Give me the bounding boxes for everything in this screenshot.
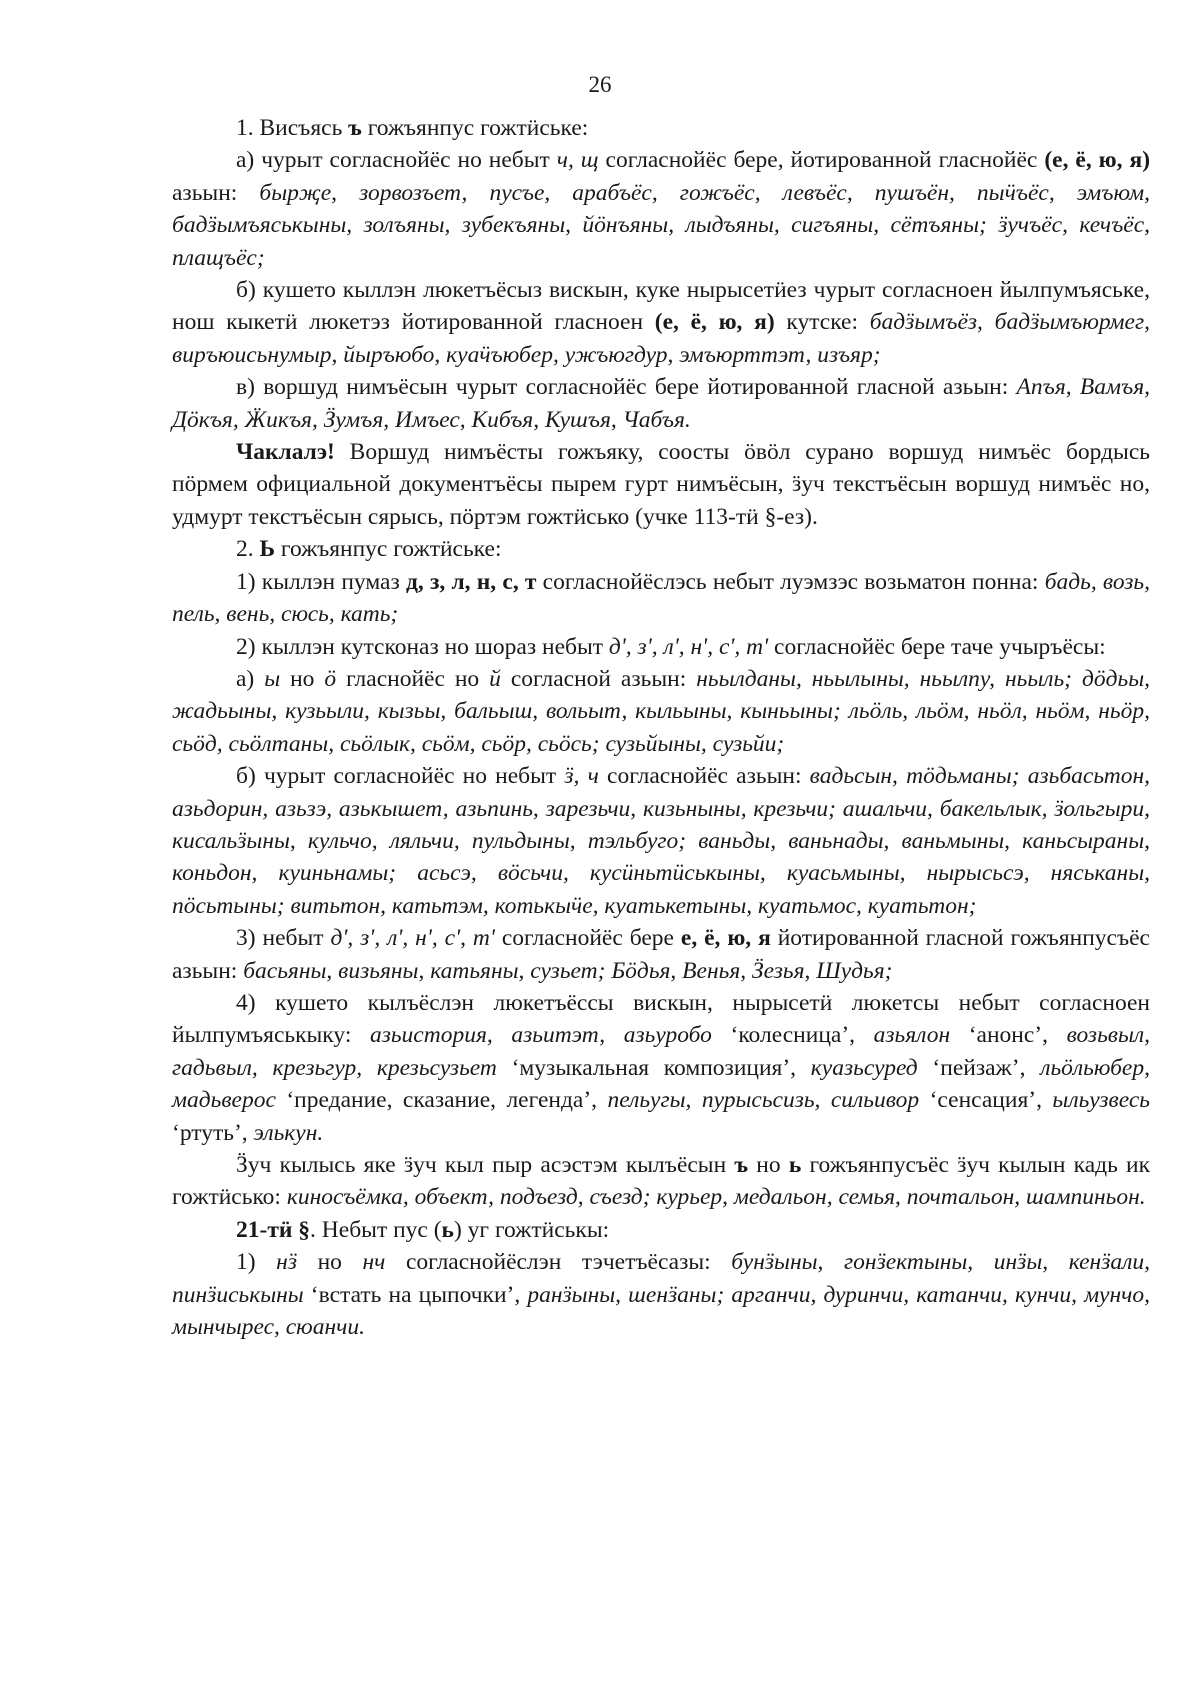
text-run: согласнойёс бере, йотированной гласнойёс <box>598 147 1045 174</box>
bold-text: (е, ё, ю, я) <box>1044 147 1151 174</box>
italic-text: вадьсын, тӧдьманы; азьбасьтон, азьдорин, азьзэ, азькышет, азьпинь, зарезьчи, кизьныны, крезьчи; ашальчи, бакельлык, ӟольгыри, кисальӟыны, кульчо, ляльчи, пульдыны, тэльбуго; ваньды, ваньнады, ваньмыны, каньсыраны, коньдон, куиньнамы; асьсэ, вӧсьчи, кусӥньтӥськыны, куасьмыны, нырысьсэ, няськаны, пӧсьтыны; витьтон, катьтэм, котькыӵе, куатькетыны, куатьмос, куатьтон; <box>172 763 1150 919</box>
italic-text: куазьсуред <box>810 1054 918 1081</box>
paragraph <box>172 922 1150 987</box>
text-run: азьын: <box>172 179 260 206</box>
italic-text: азьистория, азьитэт, азьуробо <box>369 1022 712 1049</box>
text-run: кутске: <box>774 309 870 336</box>
text-run: ‘пейзаж’, <box>917 1054 1041 1081</box>
bold-text: Ь <box>259 536 276 563</box>
text-run: согласнойёс бере <box>494 925 681 952</box>
text-run: но <box>280 665 325 692</box>
text-run: гожъянпусъёс ӟуч кылын кадь ик гожтӥсько: <box>172 1152 1151 1211</box>
document-body <box>172 112 1150 1343</box>
text-run: ‘встать на цыпочки’, <box>303 1281 528 1308</box>
paragraph <box>172 1149 1150 1214</box>
text-run: гожъянпус гожтӥське: <box>361 115 589 141</box>
paragraph <box>172 371 1150 436</box>
italic-text: д', з', л', н', с', т' <box>330 925 495 952</box>
text-run: б) кушето кыллэн люкетъёсыз вискын, куке нырысетӥез чурыт согласноен йылпумъяське, нош кыкетӥ люкетэз йотированной гласноен <box>172 277 1150 336</box>
text-run: ) уг гожтӥськы: <box>453 1216 610 1243</box>
text-run: б) чурыт согласнойёс но небыт <box>236 763 565 790</box>
text-run: 3) небыт <box>236 925 331 952</box>
bold-text: ь <box>788 1152 802 1178</box>
text-run: но <box>748 1152 789 1178</box>
italic-text: ыльузвесь <box>1052 1087 1150 1114</box>
italic-text: киносъёмка, объект, подъезд, съезд; курьер, медальон, семья, почтальон, шампиньон. <box>286 1184 1146 1211</box>
italic-text: бадь, возь, пель, вень, сюсь, кать; <box>172 568 1150 628</box>
italic-text: ранӟыны, шенӟаны; арганчи, дуринчи, катанчи, кунчи, мунчо, мынчырес, сюанчи. <box>172 1281 1150 1341</box>
page-number: 26 <box>588 72 612 97</box>
text-run: 4) кушето кылъёслэн люкетъёссы вискын, нырысетӥ люкетсы небыт согласноен йылпумъяськыку: <box>172 989 1150 1049</box>
italic-text: й <box>489 665 501 692</box>
paragraph <box>172 631 1150 663</box>
text-run: Ӟуч кылысь яке ӟуч кыл пыр асэстэм кылъёсын <box>236 1152 735 1178</box>
italic-text: льӧльюбер, мадьверос <box>172 1054 1150 1114</box>
paragraph <box>172 112 1150 144</box>
bold-text: ъ <box>734 1152 749 1178</box>
text-run: согласнойёс азьын: <box>598 763 810 790</box>
text-run: согласнойёслэн тэчетъёсазы: <box>385 1249 732 1276</box>
text-run: 2. <box>236 536 260 563</box>
italic-text: нч <box>362 1249 386 1276</box>
italic-text: азьялон <box>873 1022 951 1049</box>
text-run: йотированной гласной гожъянпусъёс азьын: <box>172 925 1150 984</box>
text-run: ‘сенсация’, <box>919 1087 1053 1114</box>
italic-text: ӧ <box>324 665 337 692</box>
text-run: ‘колесница’, <box>711 1022 874 1049</box>
text-run: 1. Висъясь <box>236 115 349 141</box>
text-run: . Небыт пус ( <box>310 1216 442 1243</box>
bold-text: е, ё, ю, я <box>680 925 771 952</box>
bold-text: Чаклалэ! <box>236 439 335 466</box>
text-run: ‘предание, сказание, легенда’, <box>275 1087 608 1114</box>
paragraph <box>172 533 1150 565</box>
paragraph <box>172 144 1150 274</box>
italic-text: ӟ, ч <box>564 763 599 790</box>
italic-text: басьяны, визьяны, катьяны, сузьет; Бӧдья, Венья, Ӟезья, Шудья; <box>243 957 893 984</box>
text-run: но <box>297 1249 363 1276</box>
italic-text: бунӟыны, гонӟектыны, инӟы, кенӟали, пинӟиськыны <box>172 1249 1151 1308</box>
text-run: 1) <box>236 1249 277 1276</box>
text-run: 1) кыллэн пумаз <box>236 568 406 595</box>
bold-text: ь <box>441 1216 454 1243</box>
bold-text: д, з, л, н, с, т <box>405 568 537 595</box>
paragraph <box>172 1214 1150 1246</box>
text-run: ‘ртуть’, <box>172 1119 254 1146</box>
italic-text: элькун. <box>253 1119 324 1146</box>
text-run: согласнойёс бере таче учыръёсы: <box>768 633 1106 660</box>
italic-text: пельугы, пурысьсизь, сильивор <box>607 1087 920 1114</box>
paragraph <box>172 274 1150 371</box>
bold-text: (е, ё, ю, я) <box>654 309 775 336</box>
paragraph <box>172 1246 1150 1343</box>
italic-text: возьвыл, гадьвыл, крезьгур, крезьсузьет <box>172 1022 1151 1081</box>
text-run: Воршуд нимъёсты гожъяку, соосты ӧвӧл сурано воршуд нимъёс бордысь пӧрмем официальной документъёсы пырем гурт нимъёсын, ӟуч текстъёсын воршуд нимъёс но, удмурт текстъёсын сярысь, пӧртэм гожтӥсько (учке 113-тӥ §-ез). <box>172 439 1150 530</box>
text-run: ‘анонс’, <box>950 1022 1067 1049</box>
paragraph <box>172 566 1150 631</box>
text-run: а) чурыт согласнойёс но небыт <box>236 147 557 174</box>
italic-text: Апъя, Вамъя, Дӧкъя, Ӝикъя, Ӟумъя, Имъес, Кибъя, Кушъя, Чабъя. <box>172 374 1150 433</box>
text-run: в) воршуд нимъёсын чурыт согласнойёс бере йотированной гласной азьын: <box>236 374 1017 401</box>
text-run: 2) кыллэн кутсконаз но шораз небыт <box>236 633 609 660</box>
italic-text: ы <box>264 665 281 692</box>
italic-text: д', з', л', н', с', т' <box>608 633 769 660</box>
italic-text: нӟ <box>276 1249 297 1276</box>
text-run: согласной азьын: <box>500 665 697 692</box>
text-run: а) <box>236 665 265 692</box>
bold-text: 21-тӥ § <box>236 1216 311 1243</box>
italic-text: ньылданы, ньылыны, ньылпу, ньыль; дӧдьы, жадьыны, кузьыли, кызьы, бальыш, вольыт, кыльыны, кыньыны; льӧль, льӧм, ньӧл, ньӧм, ньӧр, сьӧд, сьӧлтаны, сьӧлык, сьӧм, сьӧр, сьӧсь; сузьйыны, сузьйи; <box>172 665 1150 757</box>
text-run: гласнойёс но <box>336 665 490 692</box>
paragraph <box>172 663 1150 760</box>
text-run: согласнойёслэсь небыт луэмзэс возьматон понна: <box>536 568 1045 595</box>
italic-text: бырҗе, зорвозъет, пусъе, арабъёс, гожъёс, левъёс, пушъён, пыӵъёс, эмъюм, бадӟымъяськыны, золъяны, зубекъяны, йӧнъяны, лыдъяны, сигъяны, сётъяны; ӟучъёс, кечъёс, плащъёс; <box>172 179 1151 271</box>
bold-text: ъ <box>348 115 362 141</box>
text-run: гожъянпус гожтӥське: <box>275 536 502 563</box>
italic-text: бадӟымъёз, бадӟымъюрмег, виръюисьнумыр, йыръюбо, куаӵъюбер, ужъюгдур, эмъюрттэт, изъяр; <box>172 309 1150 368</box>
italic-text: ч, щ <box>556 147 599 174</box>
paragraph <box>172 436 1150 533</box>
paragraph <box>172 987 1150 1149</box>
paragraph <box>172 760 1150 922</box>
text-run: ‘музыкальная композиция’, <box>496 1054 811 1081</box>
